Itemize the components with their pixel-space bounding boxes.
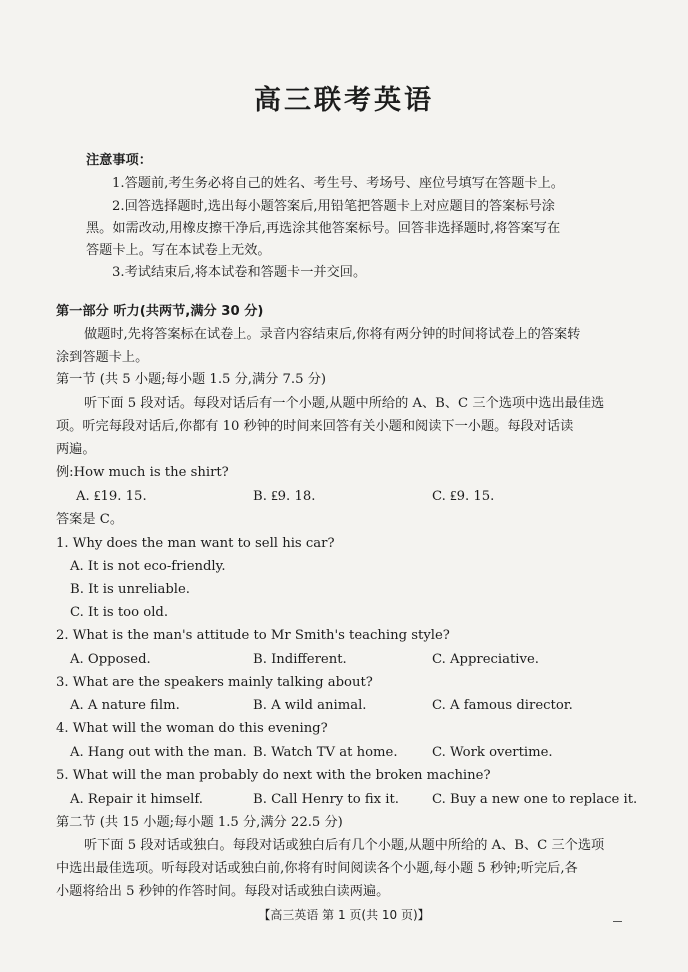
scan-mark <box>613 921 622 922</box>
section1-intro-line: 项。听完每段对话后,你都有 10 秒钟的时间来回答有关小题和阅读下一小题。每段对话读 <box>56 419 574 434</box>
question-5: 5. What will the man probably do next with the broken machine? <box>56 768 491 783</box>
notice-heading: 注意事项： <box>86 153 152 168</box>
question-5-option-b: B. Call Henry to fix it. <box>253 792 399 807</box>
section1-heading: 第一节 (共 5 小题;每小题 1.5 分,满分 7.5 分) <box>56 372 327 387</box>
section2-intro-line: 听下面 5 段对话或独白。每段对话或独白后有几个小题,从题中所给的 A、B、C 三个选项 <box>84 838 605 853</box>
question-4-option-a: A. Hang out with the man. <box>70 745 247 760</box>
question-5-option-a: A. Repair it himself. <box>70 792 203 807</box>
question-3-option-a: A. A nature film. <box>70 698 180 713</box>
section1-intro-line: 听下面 5 段对话。每段对话后有一个小题,从题中所给的 A、B、C 三个选项中选出最佳选 <box>84 396 605 411</box>
example-option-a: A. ₤19. 15. <box>76 489 147 504</box>
section1-intro-line: 两遍。 <box>56 442 96 457</box>
question-1-option-c: C. It is too old. <box>70 605 169 620</box>
page-title: 高三联考英语 <box>254 85 434 116</box>
page-footer: 【高三英语 第 1 页(共 10 页)】 <box>258 908 430 922</box>
example-option-b: B. ₤9. 18. <box>253 489 316 504</box>
section2-intro-line: 中选出最佳选项。听每段对话或独白前,你将有时间阅读各个小题,每小题 5 秒钟;听完后,各 <box>56 861 578 876</box>
question-2: 2. What is the man's attitude to Mr Smith's teaching style? <box>56 628 450 643</box>
notice-line: 1.答题前,考生务必将自己的姓名、考生号、考场号、座位号填写在答题卡上。 <box>112 176 564 191</box>
notice-line: 答题卡上。写在本试卷上无效。 <box>86 243 271 258</box>
notice-line: 2.回答选择题时,选出每小题答案后,用铅笔把答题卡上对应题目的答案标号涂 <box>112 199 555 214</box>
part1-intro-line: 做题时,先将答案标在试卷上。录音内容结束后,你将有两分钟的时间将试卷上的答案转 <box>84 327 581 342</box>
question-2-option-b: B. Indifferent. <box>253 652 347 667</box>
question-3-option-b: B. A wild animal. <box>253 698 367 713</box>
section2-heading: 第二节 (共 15 小题;每小题 1.5 分,满分 22.5 分) <box>56 815 343 830</box>
question-2-option-c: C. Appreciative. <box>432 652 539 667</box>
question-4-option-b: B. Watch TV at home. <box>253 745 398 760</box>
example-option-c: C. ₤9. 15. <box>432 489 495 504</box>
question-1: 1. Why does the man want to sell his car? <box>56 536 335 551</box>
question-2-option-a: A. Opposed. <box>70 652 151 667</box>
question-3-option-c: C. A famous director. <box>432 698 573 713</box>
section2-intro-line: 小题将给出 5 秒钟的作答时间。每段对话或独白读两遍。 <box>56 884 390 899</box>
question-3: 3. What are the speakers mainly talking about? <box>56 675 373 690</box>
example-answer: 答案是 C。 <box>56 512 124 527</box>
part1-intro-line: 涂到答题卡上。 <box>56 350 149 365</box>
notice-line: 黑。如需改动,用橡皮擦干净后,再选涂其他答案标号。回答非选择题时,将答案写在 <box>86 221 561 236</box>
notice-line: 3.考试结束后,将本试卷和答题卡一并交回。 <box>112 265 367 280</box>
question-1-option-b: B. It is unreliable. <box>70 582 191 597</box>
question-4-option-c: C. Work overtime. <box>432 745 553 760</box>
part1-heading: 第一部分 听力(共两节,满分 30 分) <box>56 304 264 319</box>
question-4: 4. What will the woman do this evening? <box>56 721 328 736</box>
question-5-option-c: C. Buy a new one to replace it. <box>432 792 638 807</box>
example-question: 例:How much is the shirt? <box>56 465 229 480</box>
question-1-option-a: A. It is not eco-friendly. <box>70 559 226 574</box>
